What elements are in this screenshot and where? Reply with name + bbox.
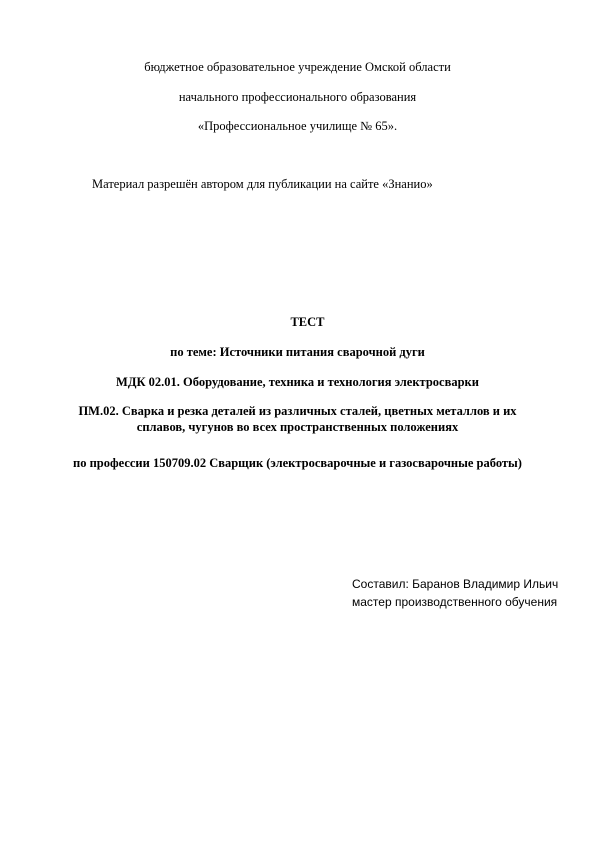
profession-line: по профессии 150709.02 Сварщик (электросварочные и газосварочные работы) <box>73 456 522 470</box>
author-position: мастер производственного обучения <box>352 595 558 609</box>
topic-line: по теме: Источники питания сварочной дуги <box>170 345 425 359</box>
compiled-by: Составил: Баранов Владимир Ильич <box>352 577 559 591</box>
institution-line-1: бюджетное образовательное учреждение Омской области <box>144 60 451 74</box>
mdk-line: МДК 02.01. Оборудование, техника и технология электросварки <box>116 375 479 389</box>
pm-line-2: сплавов, чугунов во всех пространственных положениях <box>136 420 459 434</box>
institution-name: «Профессиональное училище № 65». <box>197 119 398 133</box>
pm-line-1: ПМ.02. Сварка и резка деталей из различных сталей, цветных металлов и их <box>78 404 517 418</box>
document-heading: ТЕСТ <box>290 315 325 329</box>
institution-line-2: начального профессионального образования <box>178 90 417 104</box>
permission-note: Материал разрешён автором для публикации на сайте «Знанио» <box>92 177 433 191</box>
